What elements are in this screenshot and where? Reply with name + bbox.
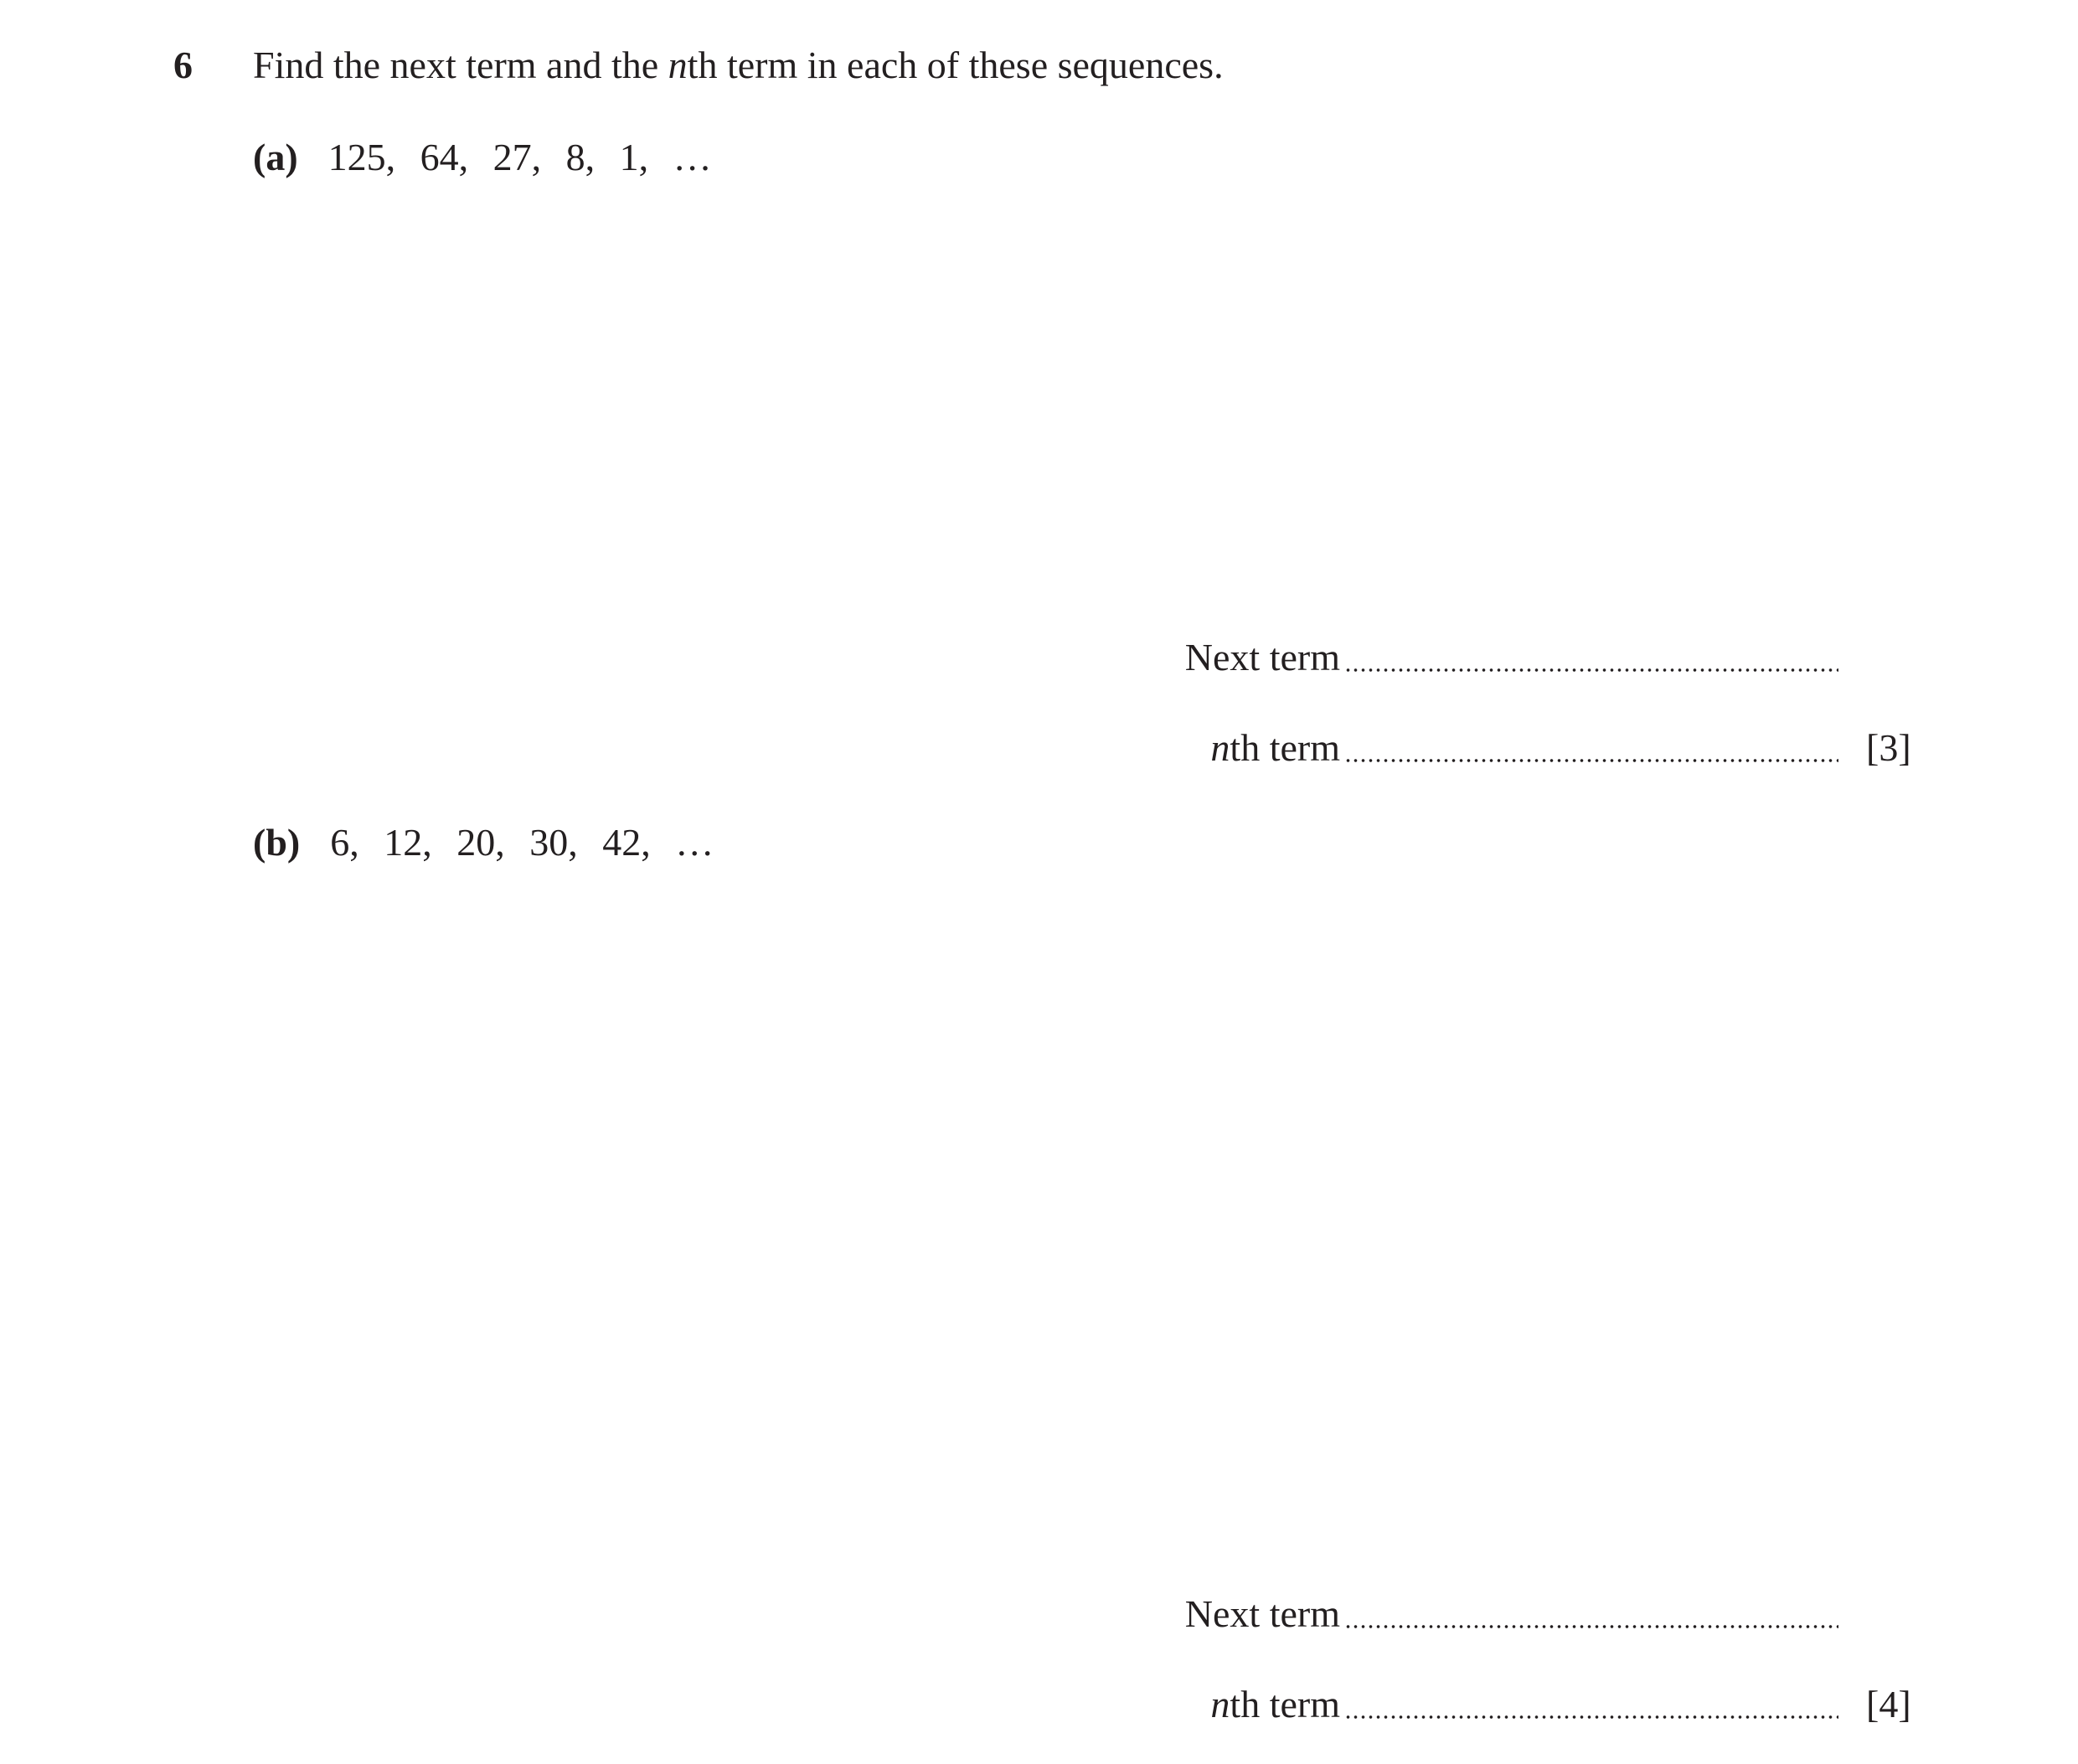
- stem-variable-n: n: [668, 44, 688, 86]
- part-b-question: [253, 818, 714, 868]
- part-a-next-term-label: Next term: [1184, 636, 1340, 678]
- part-a-nth-term-row: [1156, 723, 1340, 773]
- question-number: 6: [173, 44, 193, 86]
- part-b-nth-variable: n: [1210, 1683, 1230, 1725]
- part-b-marks: [4]: [1866, 1683, 1911, 1725]
- part-a-marks: [3]: [1866, 726, 1911, 769]
- stem-text-before: Find the next term and the: [253, 44, 668, 86]
- part-a-label: (a): [253, 136, 298, 178]
- part-a-next-term-answer-line[interactable]: [1344, 668, 1838, 672]
- part-a-question: [253, 132, 712, 183]
- part-b-nth-term-answer-line[interactable]: [1344, 1715, 1838, 1719]
- part-b-nth-label-rest: th term: [1230, 1683, 1340, 1725]
- part-b-next-term-row: [1156, 1589, 1340, 1639]
- part-a-nth-label-rest: th term: [1230, 726, 1340, 769]
- part-a-sequence: 125, 64, 27, 8, 1, …: [327, 136, 712, 178]
- part-b-next-term-answer-line[interactable]: [1344, 1625, 1838, 1628]
- part-a-nth-term-label: [1210, 723, 1340, 773]
- part-a-nth-term-answer-line[interactable]: [1344, 759, 1838, 762]
- part-b-nth-term-row: [1156, 1679, 1340, 1730]
- part-a-next-term-row: [1156, 632, 1340, 683]
- question-stem: [253, 40, 1224, 90]
- part-b-label: (b): [253, 821, 301, 864]
- part-b-next-term-label: Next term: [1184, 1592, 1340, 1635]
- part-b-sequence: 6, 12, 20, 30, 42, …: [330, 821, 714, 864]
- stem-text-after: th term in each of these sequences.: [687, 44, 1224, 86]
- part-b-nth-term-label: [1210, 1679, 1340, 1730]
- part-a-nth-variable: n: [1210, 726, 1230, 769]
